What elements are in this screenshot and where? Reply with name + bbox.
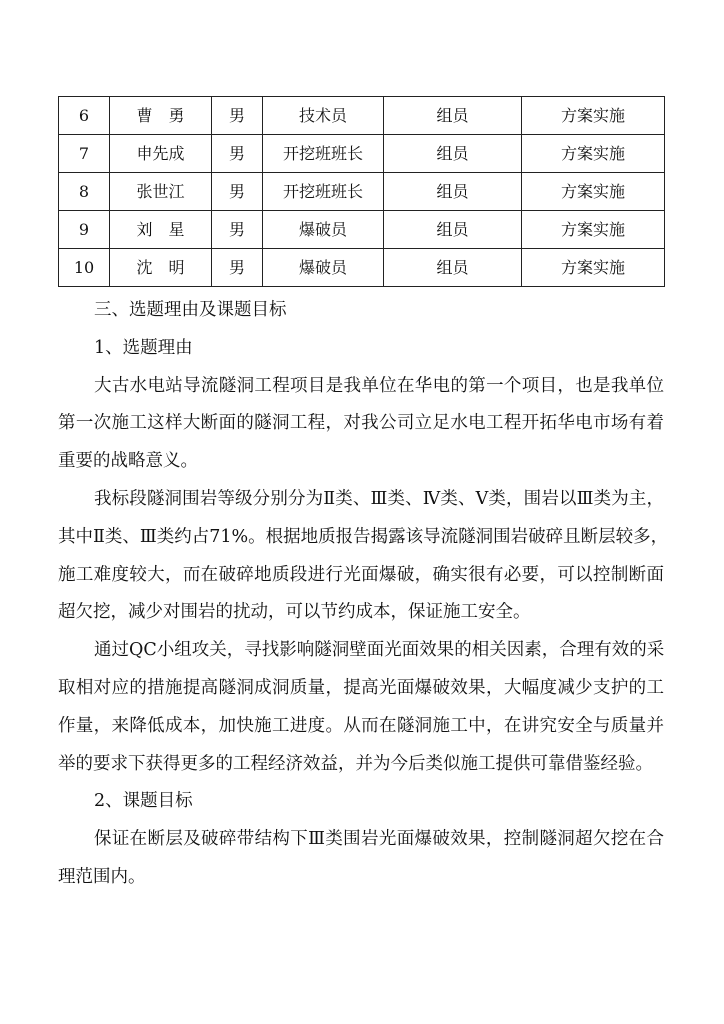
cell-position: 爆破员 [263,249,384,287]
cell-role: 组员 [384,211,522,249]
paragraph-line: 作量，来降低成本，加快施工进度。从而在隧洞施工中，在讲究安全与质量并 [58,715,664,736]
cell-role: 组员 [384,173,522,211]
paragraph-line: 理范围内。 [58,866,146,887]
cell-role: 组员 [384,97,522,135]
cell-duty: 方案实施 [522,211,665,249]
cell-name: 申先成 [110,135,212,173]
paragraph-line: 取相对应的措施提高隧洞成洞质量，提高光面爆破效果，大幅度减少支护的工 [58,677,664,698]
table-row [59,97,665,135]
cell-gender: 男 [212,97,263,135]
paragraph-line: 保证在断层及破碎带结构下Ⅲ类围岩光面爆破效果，控制隧洞超欠挖在合 [94,829,664,850]
section-heading: 三、选题理由及课题目标 [94,300,287,320]
paragraph-line: 其中Ⅱ类、Ⅲ类约占71%。根据地质报告揭露该导流隧洞围岩破碎且断层较多， [58,526,669,547]
table-row [59,249,665,287]
paragraph-line: 重要的战略意义。 [58,451,198,472]
team-member-table [58,96,665,287]
cell-duty: 方案实施 [522,135,665,173]
paragraph-line: 我标段隧洞围岩等级分别分为Ⅱ类、Ⅲ类、Ⅳ类、Ⅴ类，围岩以Ⅲ类为主， [94,488,664,509]
cell-name: 沈 明 [110,249,212,287]
cell-duty: 方案实施 [522,249,665,287]
cell-role: 组员 [384,135,522,173]
paragraph-line: 通过QC小组攻关，寻找影响隧洞壁面光面效果的相关因素，合理有效的采 [94,640,665,661]
cell-gender: 男 [212,135,263,173]
cell-duty: 方案实施 [522,173,665,211]
document-body [58,292,669,897]
paragraph-line: 施工难度较大，而在破碎地质段进行光面爆破，确实很有必要，可以控制断面 [58,564,664,585]
paragraph-line: 第一次施工这样大断面的隧洞工程，对我公司立足水电工程开拓华电市场有着 [58,413,664,434]
cell-position: 开挖班班长 [263,135,384,173]
cell-gender: 男 [212,249,263,287]
paragraph-line: 超欠挖，减少对围岩的扰动，可以节约成本，保证施工安全。 [58,602,531,623]
cell-no: 10 [59,249,110,287]
cell-no: 9 [59,211,110,249]
paragraph-line: 举的要求下获得更多的工程经济效益，并为今后类似施工提供可靠借鉴经验。 [58,753,653,774]
cell-gender: 男 [212,211,263,249]
cell-role: 组员 [384,249,522,287]
cell-duty: 方案实施 [522,97,665,135]
table-row [59,135,665,173]
cell-name: 刘 星 [110,211,212,249]
cell-name: 曹 勇 [110,97,212,135]
cell-position: 爆破员 [263,211,384,249]
table-row [59,211,665,249]
cell-no: 7 [59,135,110,173]
cell-name: 张世江 [110,173,212,211]
cell-no: 8 [59,173,110,211]
paragraph-line: 大古水电站导流隧洞工程项目是我单位在华电的第一个项目，也是我单位 [94,375,664,396]
cell-gender: 男 [212,173,263,211]
subheading-reason: 1、选题理由 [94,337,193,358]
cell-position: 开挖班班长 [263,173,384,211]
cell-position: 技术员 [263,97,384,135]
table-row [59,173,665,211]
cell-no: 6 [59,97,110,135]
subheading-goal: 2、课题目标 [94,791,193,812]
